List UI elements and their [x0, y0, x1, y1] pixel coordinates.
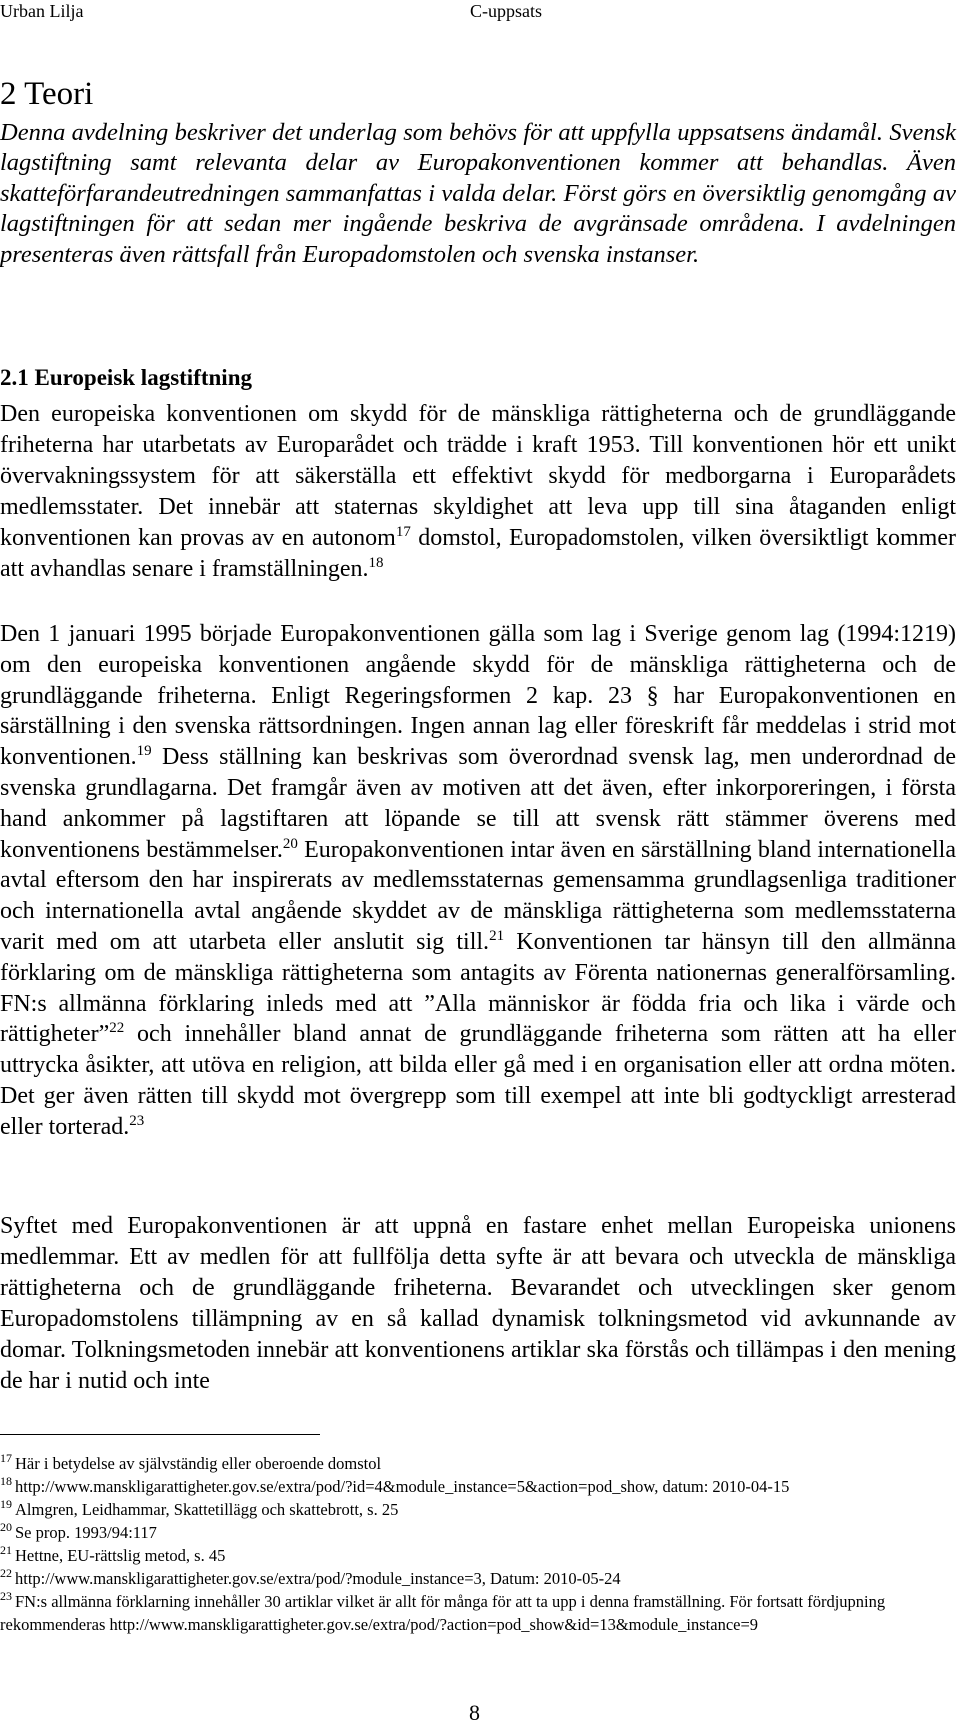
- intro-paragraph: Denna avdelning beskriver det underlag som behövs för att uppfylla uppsatsens ändamål. Svensk lagstiftning samt relevanta delar av Europakonventionen kommer att behandlas. Även skatteförfarandeutredningen sammanfattas i valda delar. Först görs en översiktlig genomgång av lagstiftningen för att sedan mer ingående beskriva de avgränsade områdena. I avdelningen presenteras även rättsfall från Europadomstolen och svenska instanser.: [0, 119, 956, 268]
- paragraph-3: Syftet med Europakonventionen är att uppnå en fastare enhet mellan Europeiska unionens medlemmar. Ett av medlen för att fullfölja detta syfte är att bevara och utveckla de mänskliga rättigheterna och de grundläggande friheterna. Bevarandet och utvecklingen sker genom Europadomstolens tillämpning av en så kallad dynamisk tolkningsmetod vid avkunnande av domar. Tolkningsmetoden innebär att konventionens artiklar ska förstås och tillämpas i den mening de har i nutid och inte: [0, 1213, 956, 1394]
- footnote-18: [0, 1475, 950, 1498]
- footnote-ref-22[interactable]: 22: [109, 1020, 125, 1037]
- chapter-title: 2 Teori: [0, 76, 94, 112]
- footnote-text: FN:s allmänna förklarning innehåller 30 artiklar vilket är allt för många för att ta upp i denna framställning. För fortsatt fördjupning rekommenderas http://www.manskligarattigheter.gov.se/extra/pod/?action=pod_show&id=13&module_instance=9: [0, 1592, 886, 1634]
- footnote-number: 21: [0, 1543, 12, 1558]
- footnote-text: Hettne, EU-rättslig metod, s. 45: [15, 1546, 226, 1565]
- footnote-link[interactable]: http://www.manskligarattigheter.gov.se/extra/pod/?module_instance=3, Datum: 2010-05-24: [15, 1569, 621, 1588]
- header-author: Urban Lilja: [0, 1, 84, 21]
- footnote-ref-18[interactable]: 18: [368, 555, 384, 571]
- footnote-number: 23: [0, 1589, 12, 1604]
- footnote-ref-21[interactable]: 21: [489, 927, 505, 944]
- paragraph-2: [0, 619, 956, 1143]
- footnote-22: [0, 1567, 950, 1590]
- footnote-number: 19: [0, 1497, 12, 1512]
- footnote-number: 17: [0, 1451, 12, 1466]
- footnotes: [0, 1452, 950, 1636]
- footnote-21: [0, 1544, 950, 1567]
- footnote-link[interactable]: http://www.manskligarattigheter.gov.se/extra/pod/?id=4&module_instance=5&action=pod_show, datum: 2010-04-15: [15, 1477, 790, 1496]
- footnote-number: 20: [0, 1520, 12, 1535]
- footnote-number: 18: [0, 1474, 12, 1489]
- section-title: 2.1 Europeisk lagstiftning: [0, 365, 252, 390]
- footnote-number: 22: [0, 1566, 12, 1581]
- paragraph-2-text-b: Dess ställning kan beskrivas som överordnad svensk lag, men underordnad de svenska grundlagarna. Det framgår även av motiven att det även, efter inkorporeringen, i första hand ankommer på lagstiftaren att löpande se till att svensk rätt stämmer överens med konventionens bestämmelser.: [0, 744, 956, 863]
- header-doc-type: C-uppsats: [470, 1, 542, 21]
- paragraph-2-text-e: och innehåller bland annat de grundläggande friheterna som rätten att ha eller uttrycka åsikter, att utöva en religion, att bilda eller gå med i en organisation eller att ordna möten. Det ger även rätten till skydd mot övergrepp som till exempel att inte bli godtyckligt arresterad eller torterad.: [0, 1021, 956, 1140]
- footnote-17: [0, 1452, 950, 1475]
- footnote-23: [0, 1590, 950, 1636]
- paragraph-2-text-d: Konventionen tar hänsyn till den allmänna förklaring om de mänskliga rättigheterna som antagits av Förenta nationernas generalförsamling. FN:s allmänna förklaring inleds med att ”Alla människor är födda fria och lika i värde och rättigheter”: [0, 928, 957, 1048]
- footnote-text: Se prop. 1993/94:117: [15, 1523, 157, 1542]
- paragraph-1-text-b: domstol, Europadomstolen, vilken översiktligt kommer att avhandlas senare i framställningen.: [0, 525, 956, 582]
- paragraph-1: [0, 399, 956, 585]
- footnote-ref-23[interactable]: 23: [129, 1112, 145, 1129]
- paragraph-2-text-c: Europakonventionen intar även en särställning bland internationella avtal eftersom den har inspirerats av medlemsstaternas gemensamma grundlagsenliga traditioner och internationella avtal angående skyddet av de mänskliga rättigheterna som medlemsstaterna varit med om att utarbeta eller anslutit sig till.: [0, 836, 957, 955]
- footnote-ref-17[interactable]: 17: [395, 524, 411, 540]
- footnote-20: [0, 1521, 950, 1544]
- paragraph-2-text-a: Den 1 januari 1995 började Europakonventionen gälla som lag i Sverige genom lag (1994:1219) om den europeiska konventionen angående skydd för de mänskliga rättigheterna och de grundläggande friheterna. Enligt Regeringsformen 2 kap. 23 § har Europakonventionen en särställning i den svenska rättsordningen. Ingen annan lag eller föreskrift får meddelas i strid mot konventionen.: [0, 621, 956, 771]
- footnote-text: Almgren, Leidhammar, Skattetillägg och skattebrott, s. 25: [15, 1500, 399, 1519]
- footnote-text: Här i betydelse av självständig eller oberoende domstol: [15, 1454, 382, 1473]
- footnote-ref-19[interactable]: 19: [136, 743, 152, 760]
- footnote-19: [0, 1498, 950, 1521]
- page-number: 8: [469, 1700, 480, 1725]
- footnote-ref-20[interactable]: 20: [282, 835, 298, 852]
- footnote-separator: [0, 1434, 320, 1435]
- paragraph-1-text-a: Den europeiska konventionen om skydd för de mänskliga rättigheterna och de grundläggande friheterna har utarbetats av Europarådet och trädde i kraft 1953. Till konventionen hör ett unikt övervakningssystem för att säkerställa ett effektivt skydd för medborgarna i Europarådets medlemsstater. Det innebär att staternas skyldighet att leva upp till sina åtaganden enligt konventionen kan provas av en autonom: [0, 401, 956, 551]
